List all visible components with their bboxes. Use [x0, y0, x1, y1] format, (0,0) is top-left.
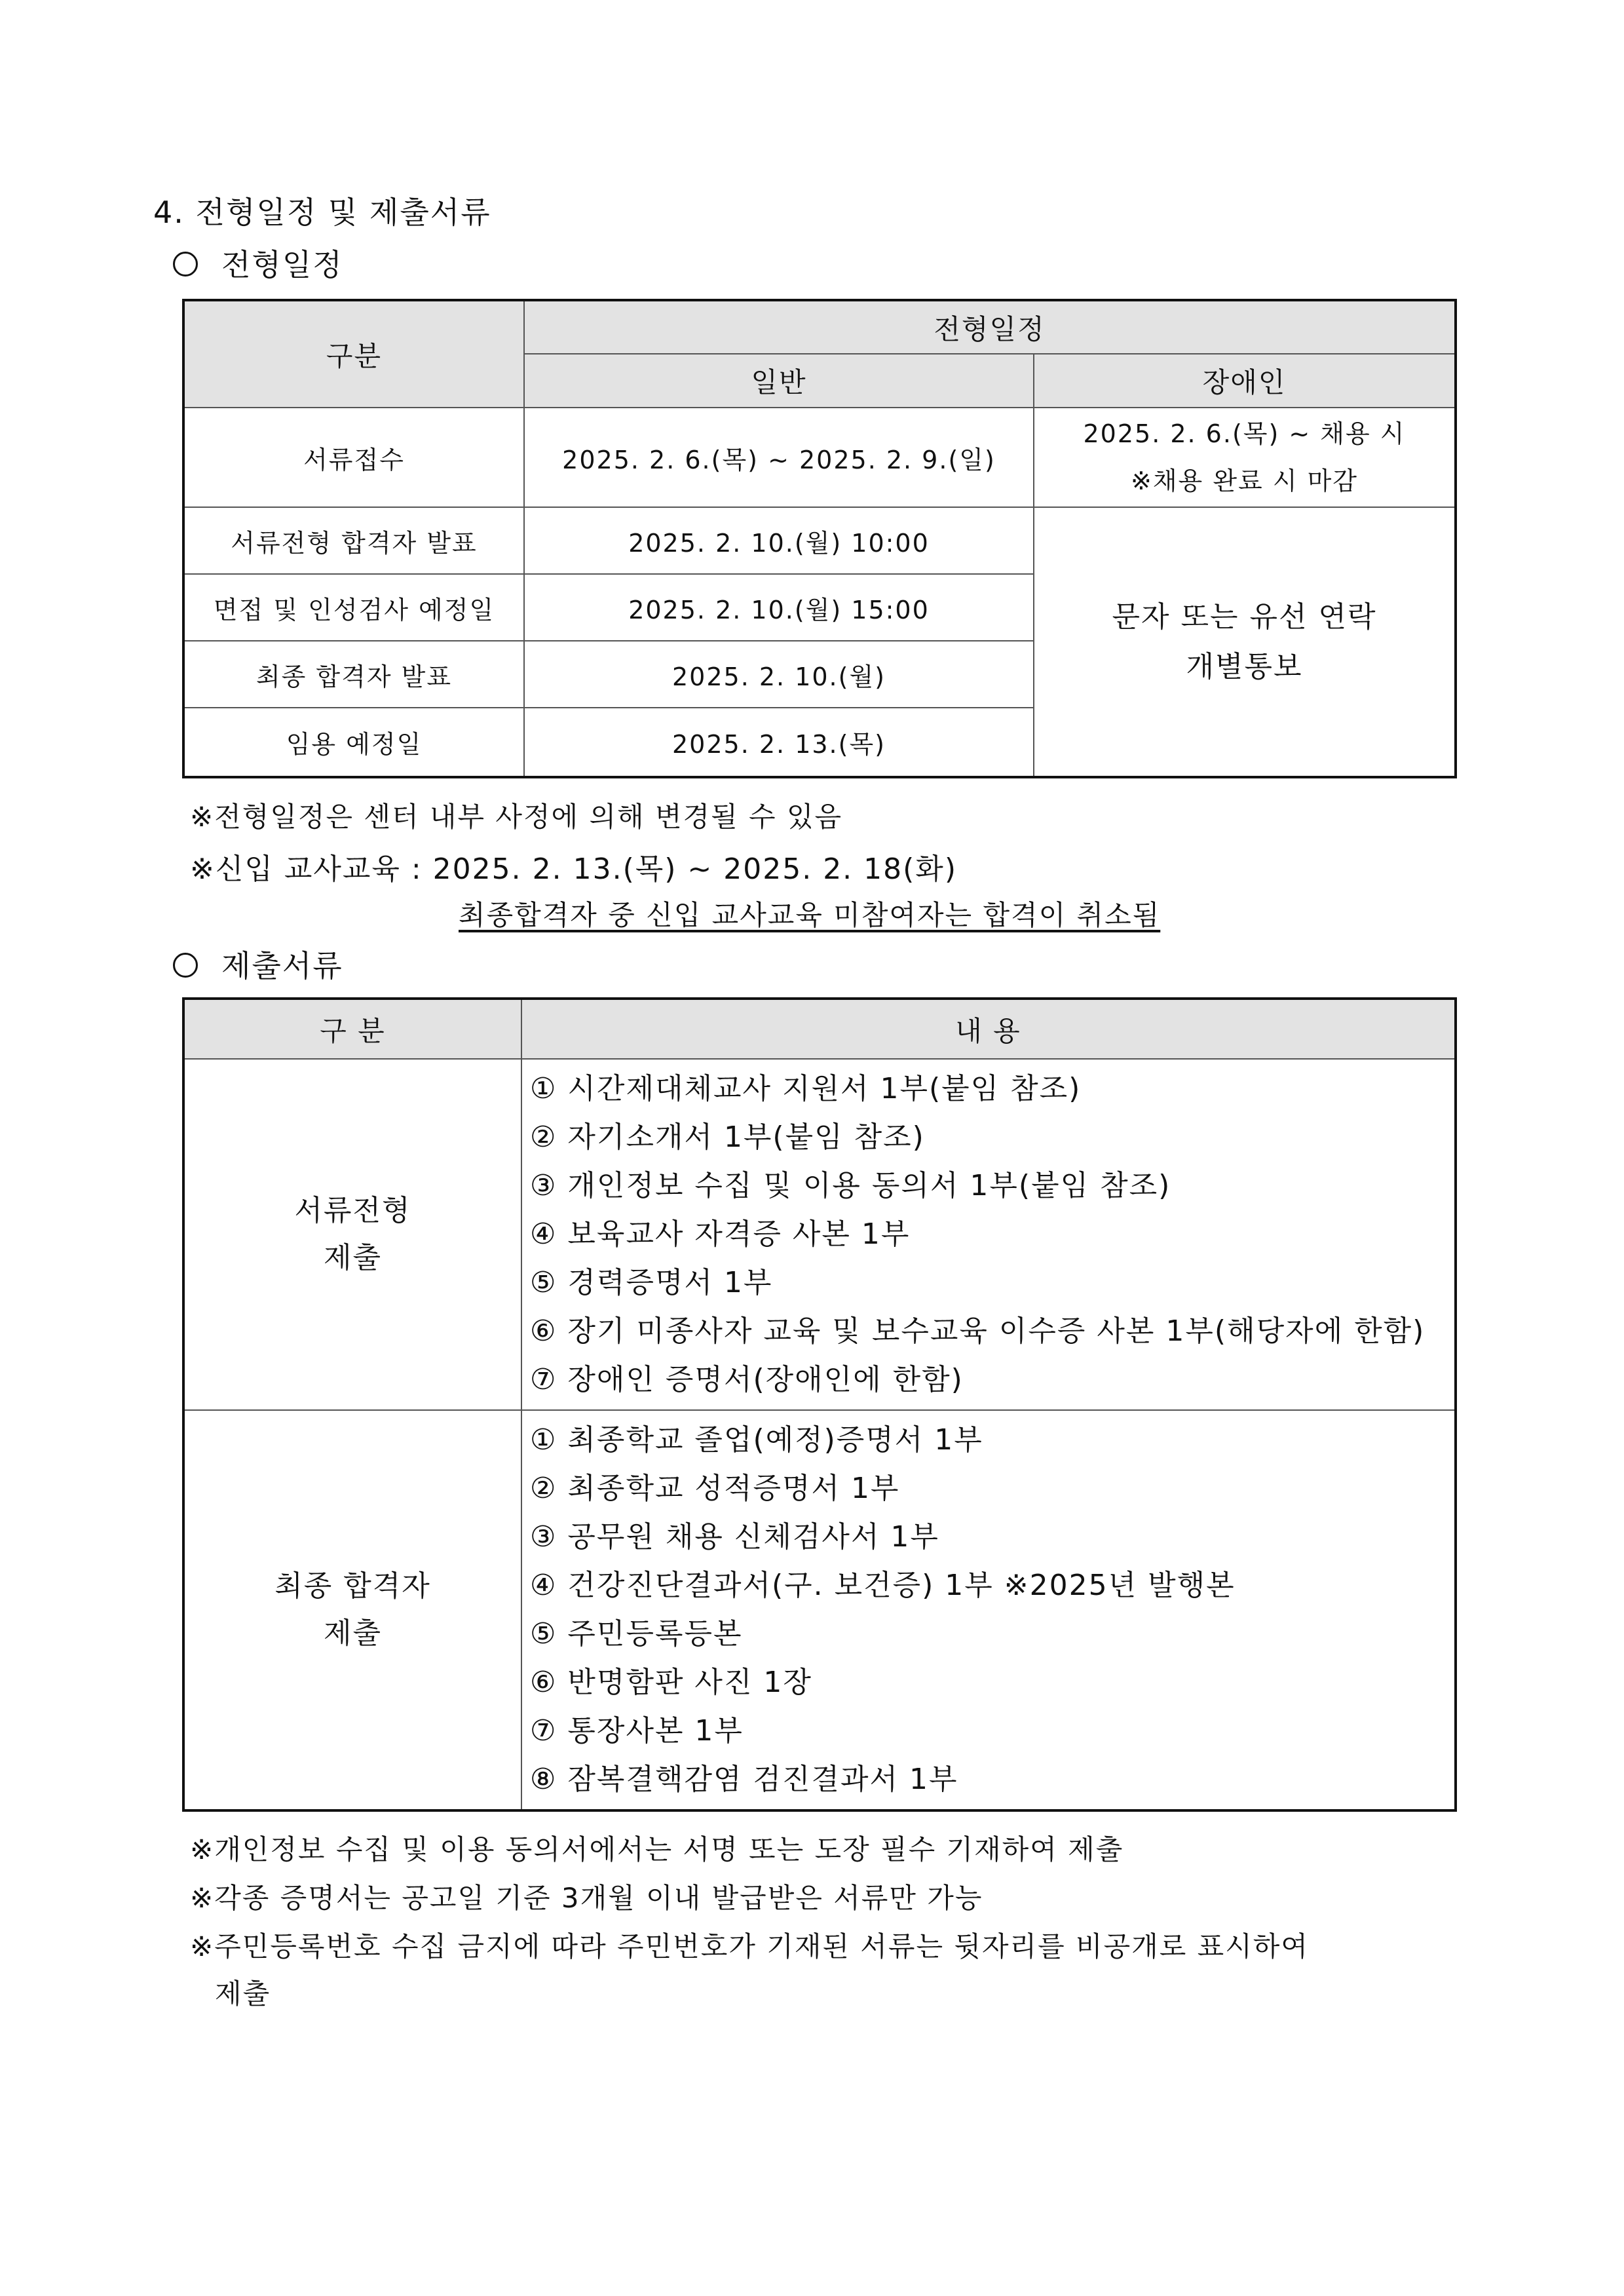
list-item: ② 자기소개서 1부(붙임 참조) — [530, 1120, 925, 1154]
documents-group-label — [183, 1059, 521, 1410]
list-item: ③ 공무원 채용 신체검사서 1부 — [530, 1520, 939, 1554]
schedule-row-disabled — [1034, 408, 1456, 507]
group-label-line2: 제출 — [323, 1241, 382, 1274]
schedule-header-disabled: 장애인 — [1034, 354, 1456, 408]
group-label-line1: 최종 합격자 — [274, 1569, 431, 1603]
schedule-row-general: 2025. 2. 13.(목) — [524, 708, 1034, 777]
disabled-notice-cell — [1034, 507, 1456, 777]
disabled-notice-line1: 문자 또는 유선 연락 — [1112, 600, 1377, 634]
list-item: ④ 건강진단결과서(구. 보건증) 1부 ※2025년 발행본 — [530, 1569, 1236, 1602]
documents-table — [182, 997, 1457, 1812]
schedule-row-label: 면접 및 인성검사 예정일 — [183, 574, 524, 641]
schedule-row-general: 2025. 2. 10.(월) — [524, 641, 1034, 708]
schedule-header-schedule: 전형일정 — [524, 300, 1456, 354]
documents-note-consent: ※개인정보 수집 및 이용 동의서에서는 서명 또는 도장 필수 기재하여 제출 — [190, 1833, 1124, 1866]
schedule-row-label: 서류전형 합격자 발표 — [183, 507, 524, 574]
list-item: ① 시간제대체교사 지원서 1부(붙임 참조) — [530, 1072, 1082, 1105]
documents-group-label — [183, 1410, 521, 1810]
schedule-row-general: 2025. 2. 6.(목) ~ 2025. 2. 9.(일) — [524, 408, 1034, 507]
section-title: 4. 전형일정 및 제출서류 — [153, 195, 491, 230]
schedule-table — [182, 299, 1457, 778]
disabled-notice-line2: 개별통보 — [1186, 649, 1303, 683]
list-item: ⑧ 잠복결핵감염 검진결과서 1부 — [530, 1763, 958, 1796]
list-item: ② 최종학교 성적증명서 1부 — [530, 1472, 900, 1505]
documents-note-privacy-cont: 제출 — [215, 1978, 271, 2010]
documents-note-privacy: ※주민등록번호 수집 금지에 따라 주민번호가 기재된 서류는 뒷자리를 비공개로 표시하여 — [190, 1930, 1309, 1962]
schedule-row-label: 최종 합격자 발표 — [183, 641, 524, 708]
documents-header-content: 내 용 — [521, 999, 1456, 1059]
list-item: ⑦ 장애인 증명서(장애인에 한함) — [530, 1363, 964, 1396]
list-item: ③ 개인정보 수집 및 이용 동의서 1부(붙임 참조) — [530, 1169, 1171, 1202]
list-item: ④ 보육교사 자격증 사본 1부 — [530, 1217, 911, 1251]
documents-header-category: 구 분 — [183, 999, 521, 1059]
schedule-note-training: ※신입 교사교육 : 2025. 2. 13.(목) ~ 2025. 2. 18(화) — [190, 852, 957, 886]
schedule-row-general: 2025. 2. 10.(월) 10:00 — [524, 507, 1034, 574]
schedule-heading-text: 전형일정 — [221, 247, 343, 282]
list-item: ⑦ 통장사본 1부 — [530, 1714, 744, 1748]
list-item: ① 최종학교 졸업(예정)증명서 1부 — [530, 1423, 983, 1457]
list-item: ⑤ 경력증명서 1부 — [530, 1266, 773, 1299]
documents-group-items — [521, 1410, 1456, 1810]
documents-heading-text: 제출서류 — [221, 948, 343, 984]
disabled-date-line: 2025. 2. 6.(목) ~ 채용 시 — [1083, 419, 1406, 448]
documents-group-items — [521, 1059, 1456, 1410]
schedule-row-label: 서류접수 — [183, 408, 524, 507]
schedule-header-category: 구분 — [183, 300, 524, 408]
group-label-line2: 제출 — [323, 1617, 382, 1650]
group-label-line1: 서류전형 — [294, 1194, 411, 1227]
schedule-row-general: 2025. 2. 10.(월) 15:00 — [524, 574, 1034, 641]
schedule-header-general: 일반 — [524, 354, 1034, 408]
schedule-note-cancel: 최종합격자 중 신입 교사교육 미참여자는 합격이 취소됨 — [459, 899, 1161, 931]
list-item: ⑤ 주민등록등본 — [530, 1617, 743, 1651]
list-item: ⑥ 장기 미종사자 교육 및 보수교육 이수증 사본 1부(해당자에 한함) — [530, 1314, 1426, 1348]
circle-bullet-icon — [173, 953, 198, 978]
schedule-note-change: ※전형일정은 센터 내부 사정에 의해 변경될 수 있음 — [190, 801, 843, 833]
disabled-deadline-line: ※채용 완료 시 마감 — [1130, 467, 1359, 495]
schedule-heading — [173, 241, 343, 284]
list-item: ⑥ 반명함판 사진 1장 — [530, 1666, 812, 1699]
documents-note-validity: ※각종 증명서는 공고일 기준 3개월 이내 발급받은 서류만 가능 — [190, 1882, 983, 1914]
schedule-row-label: 임용 예정일 — [183, 708, 524, 777]
circle-bullet-icon — [173, 252, 198, 277]
documents-heading — [173, 942, 343, 985]
